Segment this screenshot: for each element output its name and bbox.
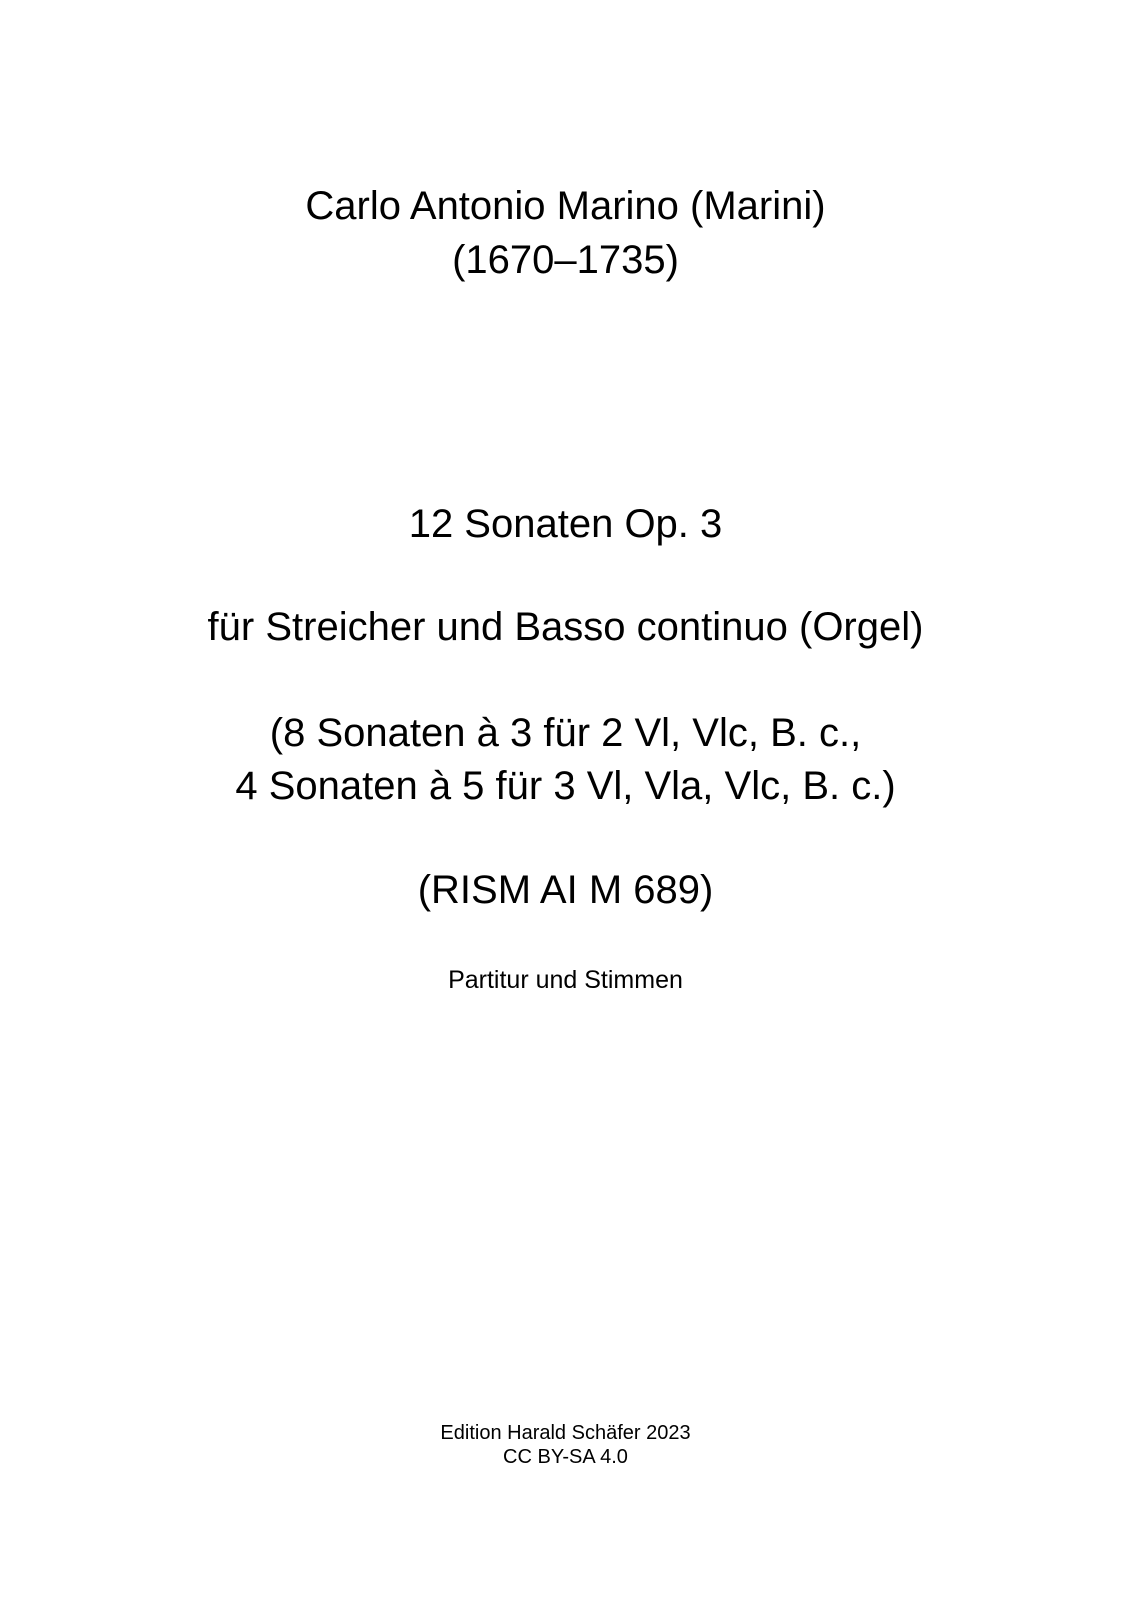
license: CC BY-SA 4.0 <box>503 1446 628 1468</box>
catalog-reference: (RISM AI M 689) <box>417 868 714 912</box>
publisher: Edition Harald Schäfer 2023 <box>440 1422 691 1444</box>
scoring-line-1: (8 Sonaten à 3 für 2 Vl, Vlc, B. c., <box>269 711 862 755</box>
composer-dates: (1670–1735) <box>452 238 679 282</box>
work-title: 12 Sonaten Op. 3 <box>408 502 723 546</box>
scoring-line-2: 4 Sonaten à 5 für 3 Vl, Vla, Vlc, B. c.) <box>235 764 896 808</box>
instrumentation: für Streicher und Basso continuo (Orgel) <box>207 605 924 649</box>
edition-type: Partitur und Stimmen <box>448 966 683 994</box>
composer-name: Carlo Antonio Marino (Marini) <box>305 184 826 228</box>
